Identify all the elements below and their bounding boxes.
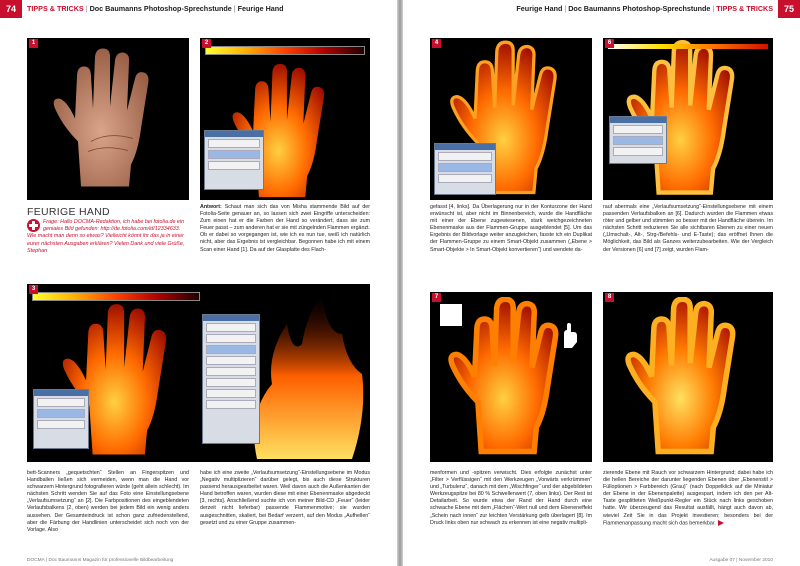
page-footer: Ausgabe 07 | November 2010 xyxy=(709,558,773,563)
figure-number: 7 xyxy=(432,293,441,302)
figure-2-gradient-map xyxy=(200,38,370,200)
page-number: 74 xyxy=(0,0,22,18)
article-title: FEURIGE HAND xyxy=(27,206,110,218)
fire-hand-image xyxy=(436,297,586,457)
body-column-4-text: zierende Ebene mit Rauch vor schwarzem Hintergrund; dabei habe ich die hellen Bereiche der darunter liegenden Ebenen über „Ebenenstil > Fülloptionen > Farbbereich (Grau)“ (nach Doppelklick auf die Miniatur der Ebene in der Ebenenpalette) ausgespart, indem ich den per Alt-Taste gesplitteten Weißpunkt-Regler ein Stück nach links geschoben hatte. Wir überzeugend das Resultat ausfällt, hängt auch davon ab, wieviel Zeit Sie in das Projekt investieren; besonders bei der Flammenanpassung macht sich das bemerkbar. xyxy=(603,470,773,527)
body-column-2: habe ich eine zweite „Verlaufsumsetzung“-Einstellungsebene im Modus „Negativ multiplizieren“ darüber gelegt, bis auch diese Strukturen passend herausgearbeitet waren. Weil davon auch die Außenkanten der Hand betroffen waren, wurden diese mit einer Ebenenmaske abgedeckt [3, rechts]. Anschließend suchte ich von meiner Bild-CD „Feuer“ (leider derzeit nicht lieferbar) passende Flammenmotive; sie wurden ausgeschnitten, skaliert, bei Bedarf verzerrt, auf den Modus „Aufhellen“ gesetzt und zu einer Gruppe zusammen- xyxy=(200,470,370,526)
gradient-bar xyxy=(205,46,365,55)
answer-column xyxy=(200,204,370,254)
layers-panel xyxy=(33,389,89,449)
body-column-1: gefasst [4, links]. Da Überlagerung nur in der Konturzone der Hand erwünscht ist, aber nicht im Binnenbereich, wurde die Handfläche mit einer der Ebene zugewiesenen, stark weichgezeichneten Ebenenmaske aus der Flammen-Gruppe ausgeblendet [5]. Um das Ergebnis der Bildvorlage weiter anzugleichen, fasste ich ein Duplikat der Flammen-Gruppe zu einem Smart-Objekt zusammen („Ebene > Smart-Objekte > In Smart-Objekt konvertieren“) und wendete da- xyxy=(430,204,592,253)
layers-panel xyxy=(204,130,264,190)
body-column-3: menformen und -spitzen verwischt. Dies erfolgte zunächst unter „Filter > Verflüssigen“ mit den Werkzeugen „Vorwärts verkrümmen“ und „Turbulenz“, danach mit dem „Wischfinger“ und der abgebildeten Werkzeugspitze bei 80 % Schwellenwert (7, oben links). Der Rest ist Detailarbeit. So wurde etwa der Rand der Hand durch eine schwache Ebene mit dem „Flächen“-Wert null und dem Ebeneneffekt „Schein nach innen“ zur leichten Verstärkung gelb überlagert [8]. Im Druck links oben nur schwach zu erkennen ist eine negativ multipli- xyxy=(430,470,592,526)
body-column-2: rauf abermals eine „Verlaufsumsetzung“-Einstellungsebene mit einem passenden Verlaufsbalken an [6]. Dadurch wurden die Flammen etwas röter und gelber und stimmten so besser mit der Handfläche überein. Im nächsten Schritt reduzieren Sie alle sichtbaren Ebenen zu einer neuen („Umschalt-, Alt-, Strg-/Befehls- und E-Taste); das eröffnet Ihnen die Möglichkeit, das Bild als Ganzes weiterzubearbeiten. Wie der Vergleich der Versionen [6] und [7] zeigt, wurden Flam- xyxy=(603,204,773,253)
fire-hand-image xyxy=(611,297,766,457)
body-column-1: bett-Scanners „gequetschten“ Stellen an Fingerspitzen und Handballen ließen sich vermeiden, wenn man die Hand vor schwarzem Hintergrund fotografieren würde (geht allein schlecht). Im nächsten Schritt wenden Sie auf das Foto eine Einstellungsebene „Verlaufsumsetzung“ an [2]. Die Farbpositionen des eingeblendeten Verlaufsbalkens (2, oben) werden bei jedem Bild ein wenig anders aussehen. Der Gesamteindruck ist schon ganz zufriedenstellend, aber die Färbung der Handlinien unterscheidet sich noch von der Vorlage. Also xyxy=(27,470,189,533)
header-text: Feurige Hand | Doc Baumanns Photoshop-Sprechstunde | TIPPS & TRICKS xyxy=(516,4,773,13)
page-number: 75 xyxy=(778,0,800,18)
layers-panel xyxy=(609,116,667,164)
gradient-bar xyxy=(32,292,200,301)
header-section: TIPPS & TRICKS xyxy=(27,4,84,13)
header-text: TIPPS & TRICKS | Doc Baumanns Photoshop-Sprechstunde | Feurige Hand xyxy=(27,4,284,13)
question-cross-icon xyxy=(27,219,40,232)
hand-image xyxy=(43,47,173,192)
layers-panel xyxy=(434,143,496,195)
page-footer: DOCMA | Doc Baumanns Magazin für professionelle Bildbearbeitung xyxy=(27,558,174,563)
flames-image xyxy=(247,294,367,459)
page-header xyxy=(0,0,397,18)
figure-number: 1 xyxy=(29,39,38,48)
figure-number: 3 xyxy=(29,285,38,294)
header-column: Doc Baumanns Photoshop-Sprechstunde xyxy=(89,4,232,13)
gradient-bar xyxy=(608,44,768,49)
header-column: Doc Baumanns Photoshop-Sprechstunde xyxy=(568,4,711,13)
smudge-tool-icon xyxy=(558,322,580,348)
end-of-article-icon xyxy=(718,520,724,526)
figure-number: 6 xyxy=(605,39,614,48)
answer-label: Antwort: xyxy=(200,204,222,210)
figure-8-final-result xyxy=(603,292,773,462)
figure-1-hand-scan xyxy=(27,38,189,200)
answer-text: Schaut man sich das von Misha stammende Bild auf der Fotolia-Seite genauer an, so lassen sich zwei Eingriffe unterscheiden: Zum einen hat er die Farben der Hand so verändert, dass sie zum Feuer passt – zum anderen hat er sie mit züngelnden Flammen ergänzt. Ob er dabei so vorgegangen ist, wie ich es nun tue, weiß ich natürlich nicht, aber das Ergebnis ist vergleichbar. Begonnen habe ich mit einem Scan einer Hand [1]. Da auf der Glasplatte des Flach- xyxy=(200,204,370,253)
right-page xyxy=(403,0,800,566)
figure-3-flames-layers xyxy=(27,284,370,462)
left-page xyxy=(0,0,397,566)
header-section: TIPPS & TRICKS xyxy=(716,4,773,13)
figure-6-gradient-map-flames xyxy=(603,38,773,200)
figure-4-flames-group xyxy=(430,38,592,200)
body-column-4 xyxy=(603,470,773,527)
reader-question xyxy=(27,219,188,255)
header-topic: Feurige Hand xyxy=(237,4,284,13)
question-text: Frage: Hallo DOCMA-Redaktion, ich habe bei fotolia.de ein geniales Bild gefunden: http://de.fotolia.com/id/12334633. Wie macht man denn so etwas? Vielleicht könnt ihr das ja in einer eurer nächsten Ausgaben erklären? Vielen Dank und viele Grüße, Stephan xyxy=(27,219,185,254)
page-header xyxy=(403,0,800,18)
header-topic: Feurige Hand xyxy=(516,4,563,13)
figure-number: 8 xyxy=(605,293,614,302)
figure-7-liquify xyxy=(430,292,592,462)
figure-number: 4 xyxy=(432,39,441,48)
layers-panel-flames xyxy=(202,314,260,444)
figure-number: 2 xyxy=(202,39,211,48)
